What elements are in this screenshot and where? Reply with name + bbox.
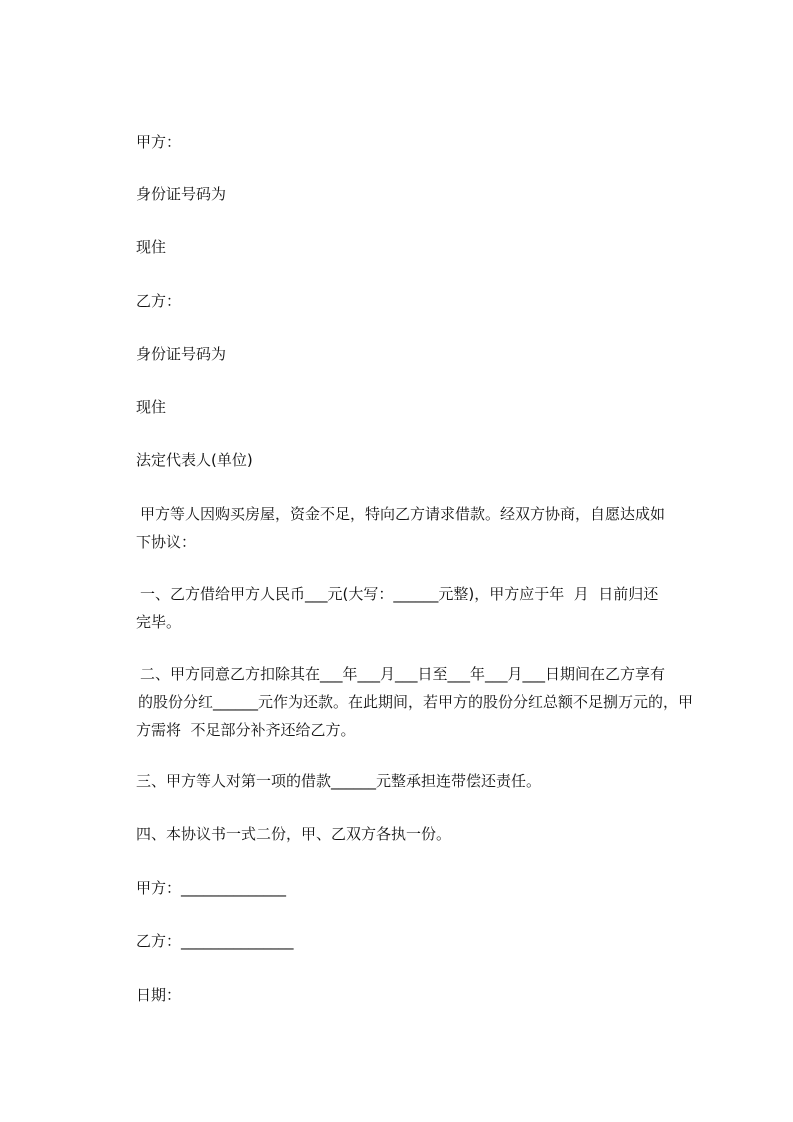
clause-1-line-1: 一、乙方借给甲方人民币___元(大写：______元整)，甲方应于年 月 日前归还 — [140, 585, 659, 603]
clause-2 — [136, 660, 706, 744]
party-a-address-label: 现住 — [136, 238, 167, 256]
clause-2-line-2: 的股份分红______元作为还款。在此期间，若甲方的股份分红总额不足捌万元的，甲 — [138, 693, 694, 711]
clause-2-line-3: 方需将 不足部分补齐还给乙方。 — [136, 721, 356, 739]
intro-line-2: 下协议： — [136, 533, 197, 551]
party-a-label: 甲方： — [136, 133, 182, 151]
signature-party-a: 甲方：______________ — [136, 879, 287, 897]
clause-1-line-2: 完毕。 — [136, 613, 182, 631]
clause-3: 三、甲方等人对第一项的借款______元整承担连带偿还责任。 — [136, 772, 542, 790]
legal-representative-label: 法定代表人(单位) — [136, 451, 253, 469]
party-b-label: 乙方： — [136, 292, 182, 310]
clause-4: 四、本协议书一式二份，甲、乙双方各执一份。 — [136, 825, 452, 843]
party-b-id-label: 身份证号码为 — [136, 345, 227, 363]
intro-line-1: 甲方等人因购买房屋，资金不足，特向乙方请求借款。经双方协商，自愿达成如 — [140, 505, 666, 523]
clause-2-line-1: 二、甲方同意乙方扣除其在___年___月___日至___年___月___日期间在乙方享有 — [140, 665, 666, 683]
party-a-id-label: 身份证号码为 — [136, 185, 227, 203]
intro-paragraph — [136, 500, 706, 556]
signature-date: 日期： — [136, 986, 182, 1004]
signature-party-b: 乙方：_______________ — [136, 932, 294, 950]
party-b-address-label: 现住 — [136, 398, 167, 416]
clause-1 — [136, 580, 706, 636]
